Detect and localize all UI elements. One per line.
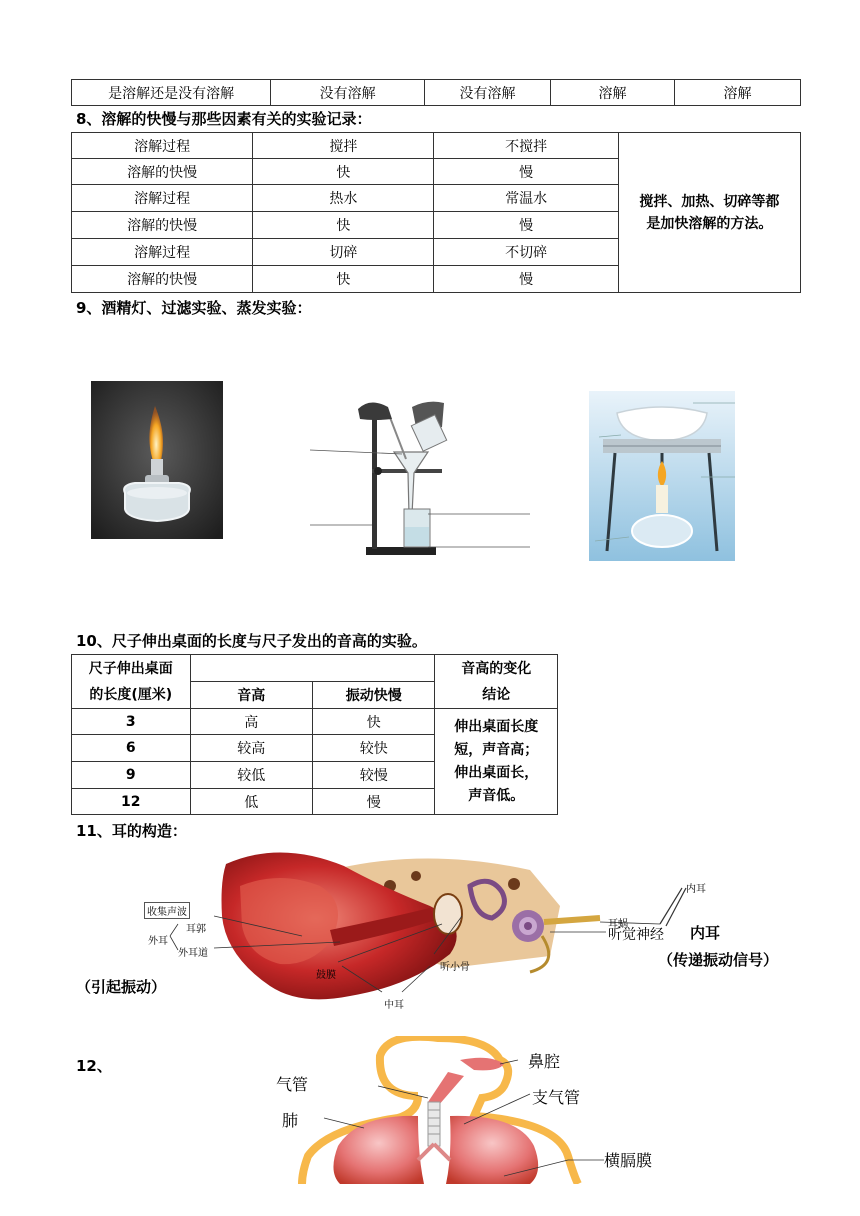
section12-title: 12、 bbox=[76, 1057, 112, 1075]
header-conclusion bbox=[435, 655, 558, 709]
table-cell: 低 bbox=[190, 789, 312, 815]
note-cause-vibration: （引起振动） bbox=[76, 978, 167, 996]
filtration-diagram bbox=[308, 397, 534, 559]
table-cell: 6 bbox=[72, 735, 191, 762]
table-cell: 溶解的快慢 bbox=[72, 212, 253, 239]
ruler-pitch-table bbox=[71, 654, 558, 815]
label-outer-ear: 外耳 bbox=[148, 936, 168, 947]
header-line: 音高的变化 bbox=[461, 660, 532, 677]
label-middle-ear: 中耳 bbox=[384, 1000, 404, 1011]
header-pitch: 音高 bbox=[190, 682, 312, 709]
label-bronchus: 支气管 bbox=[532, 1088, 581, 1107]
note-transmit-signal: （传递振动信号） bbox=[658, 951, 779, 969]
label-collect-sound: 收集声波 bbox=[144, 902, 190, 919]
table-cell: 较高 bbox=[190, 735, 312, 762]
label-nasal-cavity: 鼻腔 bbox=[528, 1052, 561, 1071]
table-cell: 没有溶解 bbox=[271, 80, 425, 106]
label-ossicles: 听小骨 bbox=[440, 962, 470, 973]
header-speed: 振动快慢 bbox=[312, 682, 434, 709]
header-line: 结论 bbox=[482, 686, 511, 703]
table-cell: 较慢 bbox=[312, 762, 434, 789]
label-trachea: 气管 bbox=[276, 1075, 309, 1094]
header-line: 的长度(厘米) bbox=[89, 686, 173, 703]
label-auditory-nerve: 听觉神经 bbox=[608, 927, 664, 943]
table-cell: 溶解的快慢 bbox=[72, 266, 253, 293]
conclusion-cell bbox=[618, 133, 800, 293]
table-cell: 12 bbox=[72, 789, 191, 815]
table-cell: 是溶解还是没有溶解 bbox=[72, 80, 271, 106]
dissolve-speed-table bbox=[71, 132, 801, 293]
table-cell: 溶解 bbox=[674, 80, 800, 106]
label-cochlea: 耳蜗 bbox=[608, 919, 628, 930]
table-cell: 较快 bbox=[312, 735, 434, 762]
dissolve-result-table bbox=[71, 79, 801, 106]
table-cell: 高 bbox=[190, 709, 312, 735]
table-cell: 快 bbox=[253, 212, 434, 239]
table-cell: 不搅拌 bbox=[434, 133, 618, 159]
table-cell: 溶解过程 bbox=[72, 133, 253, 159]
table-cell: 热水 bbox=[253, 185, 434, 212]
table-cell: 慢 bbox=[434, 159, 618, 185]
label-auricle: 耳郭 bbox=[186, 924, 206, 935]
header-length bbox=[72, 655, 191, 709]
table-cell: 慢 bbox=[434, 266, 618, 293]
table-cell: 快 bbox=[253, 266, 434, 293]
table-cell: 快 bbox=[253, 159, 434, 185]
table-cell: 搅拌 bbox=[253, 133, 434, 159]
header-line: 尺子伸出桌面 bbox=[88, 660, 173, 677]
table-cell: 较低 bbox=[190, 762, 312, 789]
table-cell: 慢 bbox=[312, 789, 434, 815]
table-cell: 3 bbox=[72, 709, 191, 735]
table-cell: 溶解过程 bbox=[72, 185, 253, 212]
table-cell: 溶解 bbox=[550, 80, 674, 106]
conclusion-line: 搅拌、加热、切碎等都 bbox=[639, 193, 780, 210]
label-inner-ear: 内耳 bbox=[690, 924, 721, 942]
header-blank bbox=[190, 655, 435, 682]
table-cell: 快 bbox=[312, 709, 434, 735]
table-cell: 常温水 bbox=[434, 185, 618, 212]
conclusion-line: 短，声音高； bbox=[454, 741, 539, 758]
table-cell: 溶解过程 bbox=[72, 239, 253, 266]
label-ear-canal: 外耳道 bbox=[178, 948, 208, 959]
conclusion-line: 伸出桌面长度 bbox=[454, 718, 539, 735]
table-cell: 9 bbox=[72, 762, 191, 789]
section11-title: 11、耳的构造： bbox=[76, 822, 187, 840]
table-cell: 切碎 bbox=[253, 239, 434, 266]
label-lung: 肺 bbox=[282, 1111, 299, 1130]
alcohol-lamp-image bbox=[91, 381, 223, 539]
evaporation-image bbox=[589, 391, 735, 561]
section10-title: 10、尺子伸出桌面的长度与尺子发出的音高的实验。 bbox=[76, 632, 427, 650]
conclusion-line: 伸出桌面长， bbox=[454, 764, 539, 781]
section9-title: 9、酒精灯、过滤实验、蒸发实验： bbox=[76, 299, 312, 317]
table-cell: 溶解的快慢 bbox=[72, 159, 253, 185]
label-diaphragm: 横膈膜 bbox=[604, 1151, 653, 1170]
section8-title: 8、溶解的快慢与那些因素有关的实验记录： bbox=[76, 110, 372, 128]
table-cell: 没有溶解 bbox=[425, 80, 551, 106]
table-cell: 不切碎 bbox=[434, 239, 618, 266]
conclusion-line: 是加快溶解的方法。 bbox=[646, 215, 773, 232]
table-cell: 慢 bbox=[434, 212, 618, 239]
label-inner-ear-small: 内耳 bbox=[686, 884, 706, 895]
conclusion-cell bbox=[435, 709, 558, 815]
conclusion-line: 声音低。 bbox=[468, 787, 525, 804]
label-eardrum: 鼓膜 bbox=[316, 970, 336, 981]
